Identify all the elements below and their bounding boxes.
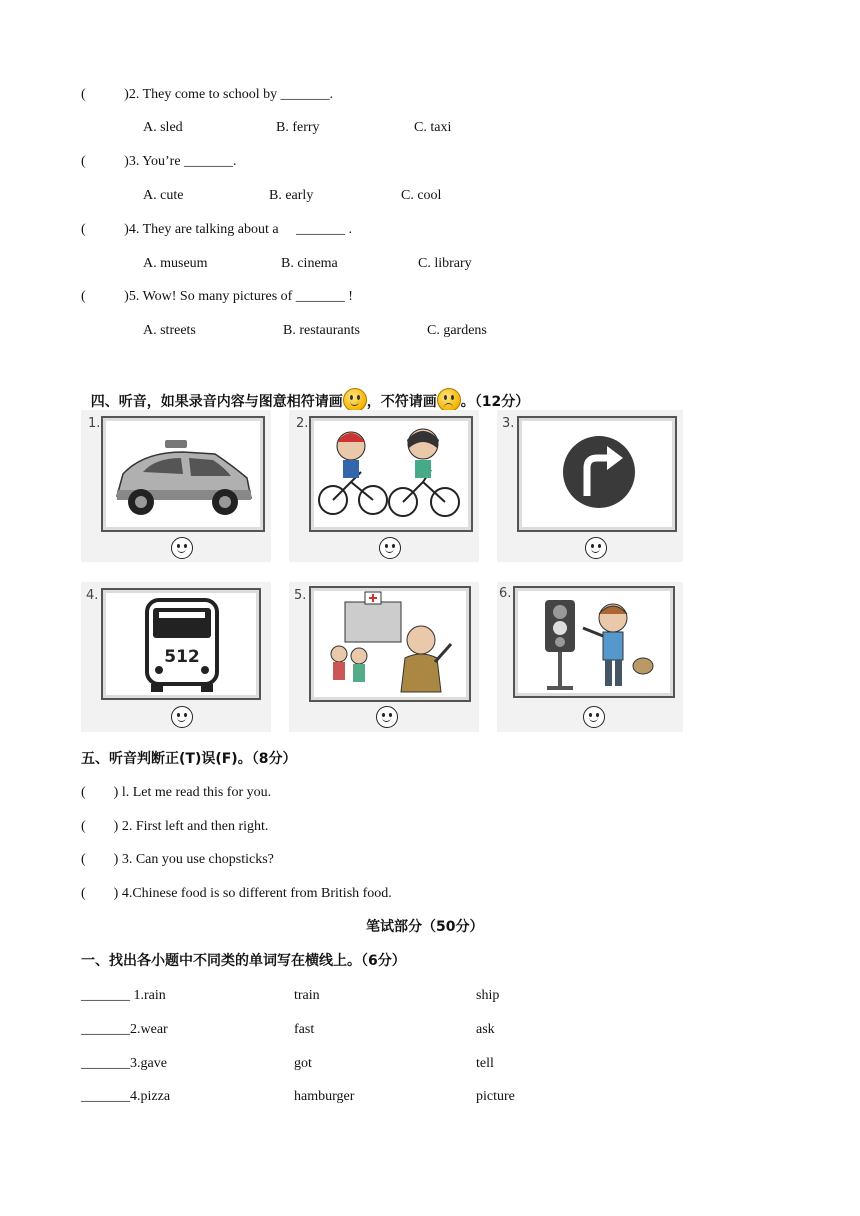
q3-option-c: C. cool <box>401 188 442 203</box>
word-row-4-c: picture <box>476 1089 515 1104</box>
traffic-light-boy-icon <box>515 588 673 696</box>
picture-1-frame <box>101 416 265 532</box>
bus-front-icon <box>103 590 259 698</box>
q3-option-a: A. cute <box>143 188 184 203</box>
q2-option-b: B. ferry <box>276 120 320 135</box>
picture-number: 2. <box>296 416 309 431</box>
tf-item-4: ( ) 4.Chinese food is so different from British food. <box>81 886 392 901</box>
word-row-1-b: train <box>294 988 320 1003</box>
picture-6-frame <box>513 586 675 698</box>
picture-number: 5. <box>294 588 307 603</box>
children-bicycles-icon <box>311 418 471 530</box>
bus-number: 512 <box>164 647 200 667</box>
written-section-1-title: 一、找出各小题中不同类的单词写在横线上。（6分） <box>81 953 406 969</box>
word-row-2-c: ask <box>476 1022 495 1037</box>
answer-face-circle[interactable] <box>583 706 605 728</box>
picture-4-frame <box>101 588 261 700</box>
q4-option-c: C. library <box>418 256 472 271</box>
q5-option-a: A. streets <box>143 323 196 338</box>
answer-face-circle[interactable] <box>171 706 193 728</box>
picture-4-panel <box>81 582 271 732</box>
section-4-title: 四、听音，如果录音内容与图意相符请画 ，不符请画 。（12分） <box>81 370 529 412</box>
picture-5-panel <box>289 582 479 732</box>
picture-number: 3. <box>502 416 515 431</box>
q4-option-a: A. museum <box>143 256 208 271</box>
question-3-stem: ( )3. You’re _______. <box>81 154 237 169</box>
word-row-3-b: got <box>294 1056 312 1071</box>
word-row-2-b: fast <box>294 1022 315 1037</box>
smiley-face-icon <box>343 388 367 412</box>
answer-face-circle[interactable] <box>171 537 193 559</box>
question-5-stem: ( )5. Wow! So many pictures of _______ ! <box>81 289 353 304</box>
q4-option-b: B. cinema <box>281 256 338 271</box>
answer-face-circle[interactable] <box>585 537 607 559</box>
tf-item-1: ( ) l. Let me read this for you. <box>81 785 272 800</box>
picture-number: 4. <box>86 588 99 603</box>
q3-option-b: B. early <box>269 188 314 203</box>
q2-option-c: C. taxi <box>414 120 452 135</box>
q2-option-a: A. sled <box>143 120 183 135</box>
turn-right-sign-icon <box>519 418 675 530</box>
section-5-title: 五、听音判断正(T)误(F)。（8分） <box>81 751 297 767</box>
word-row-3-c: tell <box>476 1056 494 1071</box>
answer-face-circle[interactable] <box>376 706 398 728</box>
picture-3-frame <box>517 416 677 532</box>
word-row-3-a: _______3.gave <box>81 1056 167 1071</box>
tf-item-3: ( ) 3. Can you use chopsticks? <box>81 852 274 867</box>
written-part-heading: 笔试部分（50分） <box>366 919 484 935</box>
picture-5-frame <box>309 586 471 702</box>
word-row-1-c: ship <box>476 988 500 1003</box>
answer-face-circle[interactable] <box>379 537 401 559</box>
picture-number: 6. <box>499 586 512 601</box>
word-row-4-b: hamburger <box>294 1089 355 1104</box>
q5-option-b: B. restaurants <box>283 323 360 338</box>
sad-face-icon <box>437 388 461 412</box>
picture-6-panel <box>497 582 683 732</box>
taxi-car-icon <box>103 418 263 530</box>
q5-option-c: C. gardens <box>427 323 487 338</box>
picture-2-panel <box>289 410 479 562</box>
word-row-2-a: _______2.wear <box>81 1022 168 1037</box>
word-row-1-a: _______ 1.rain <box>81 988 166 1003</box>
question-2-stem: ( )2. They come to school by _______. <box>81 87 334 102</box>
hospital-doctor-icon <box>311 588 469 700</box>
picture-1-panel <box>81 410 271 562</box>
picture-number: 1. <box>88 416 101 431</box>
picture-3-panel <box>497 410 683 562</box>
picture-2-frame <box>309 416 473 532</box>
question-4-stem: ( )4. They are talking about a _______ . <box>81 222 353 237</box>
tf-item-2: ( ) 2. First left and then right. <box>81 819 269 834</box>
word-row-4-a: _______4.pizza <box>81 1089 171 1104</box>
